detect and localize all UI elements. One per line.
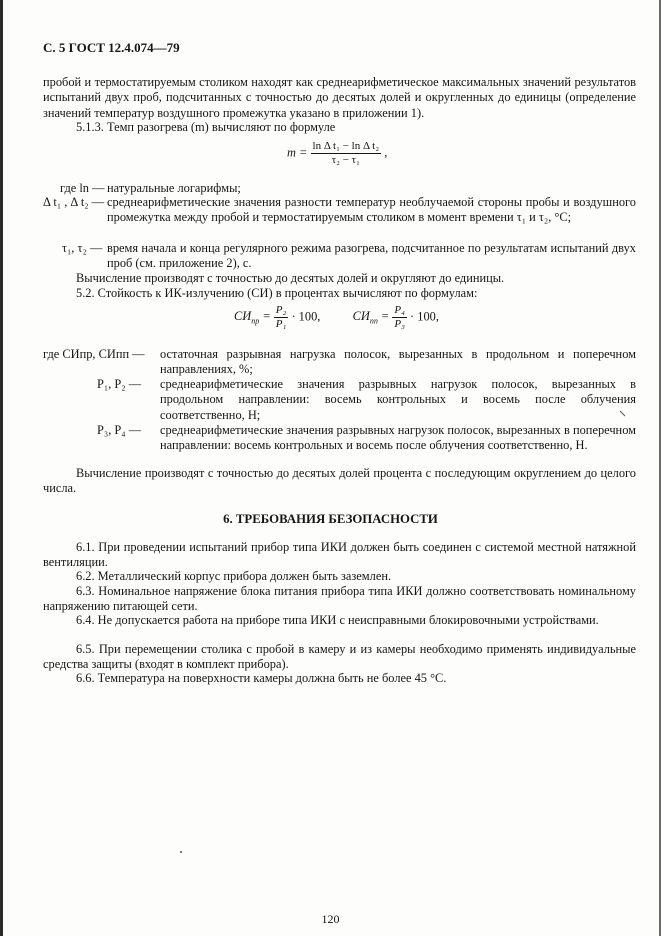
section-item: 6.2. Металлический корпус прибора должен быть заземлен. (76, 569, 392, 583)
section-item: 6.1. При проведении испытаний прибор типа ИКИ должен быть соединен с системой местной натяжной вентиляции. (43, 540, 636, 570)
section-item: 6.5. При перемещении столика с пробой в камеру и из камеры необходимо применять индивидуальные средства защиты (входят в комплект прибора). (43, 642, 636, 672)
paragraph-calc-note: Вычисление производят с точностью до десятых долей и округляют до единицы. (76, 271, 505, 285)
def-body: остаточная разрывная нагрузка полосок, вырезанных в продольном и поперечном направлениях, %; (160, 347, 636, 377)
formula-si-pr: $СИ_{пр}$ = (234, 309, 271, 326)
def-body: среднеарифметические значения разрывных нагрузок полосок, вырезанных в продольном направлении: восемь контрольных и восемь после облучения соответственно, Н; (160, 377, 636, 422)
formula-fraction (311, 140, 382, 167)
formula-fraction-2: $\frac{\text{P₄}}{\text{P₃}}$ (394, 304, 405, 330)
paragraph-continuation: пробой и термостатируемым столиком находят как среднеарифметическое максимальных значений результатов испытаний двух проб, подсчитанных с точностью до десятых долей и округленных до единицы (определение значений температур воздушного промежутка указано в приложении 1). (43, 75, 636, 120)
paragraph-5-1-3: 5.1.3. Темп разогрева (m) вычисляют по формуле (76, 120, 336, 134)
page-number: 120 (321, 912, 340, 926)
page-header: С. 5 ГОСТ 12.4.074—79 (43, 40, 180, 55)
def-body: среднеарифметические значения разрывных нагрузок полосок, вырезанных в поперечном направлении: восемь контрольных и восемь после облучения соответственно, Н. (160, 423, 636, 453)
section-item: 6.6. Температура на поверхности камеры должна быть не более 45 °С. (76, 671, 447, 685)
def-term: P₁, P₂ — (97, 377, 142, 391)
formula-tail: , (384, 145, 388, 160)
section-item: 6.4. Не допускается работа на приборе типа ИКИ с неисправными блокировочными устройствами. (76, 613, 599, 627)
scan-dot (180, 851, 182, 853)
section-item: 6.3. Номинальное напряжение блока питания прибора типа ИКИ должно соответствовать номинальному напряжению питающей сети. (43, 584, 636, 614)
def-term: P₃, P₄ — (97, 423, 142, 437)
formula-heating-rate (287, 140, 387, 167)
formula-si-pp: $СИ_{пп}$ = (352, 309, 390, 326)
def-body: среднеарифметические значения разности температур необлучаемой стороны пробы и воздушного промежутка между пробой и термостатируемым столиком в момент времени τ₁ и τ₂, °С; (107, 195, 636, 225)
def-body: время начала и конца регулярного режима разогрева, подсчитанное по результатам испытаний двух проб (см. приложение 2), с. (107, 241, 636, 271)
formula-fraction-1: $\frac{\text{P₂}}{\text{P₁}}$ (275, 304, 287, 330)
def-term: Δ t₁ , Δ t₂ — (43, 195, 105, 209)
formula-denominator: τ₂ − τ₁ (331, 154, 360, 166)
paragraph-calc-note-2: Вычисление производят с точностью до десятых долей процента с последующим округлением до целого числа. (43, 466, 636, 496)
section-title: 6. ТРЕБОВАНИЯ БЕЗОПАСНОСТИ (223, 512, 438, 526)
def-term: τ₁, τ₂ — (62, 241, 103, 255)
paragraph-5-2: 5.2. Стойкость к ИК-излучению (СИ) в процентах вычисляют по формулам: (76, 286, 478, 300)
definitions-list-2 (43, 347, 636, 467)
def-term: где ln — (60, 181, 105, 195)
definitions-list-1 (43, 181, 636, 271)
formula-resistance: $СИ_{пр}$ = $\frac{\text{P₂}}{\text{P₁}}$ · 100, $СИ_{пп}$ = $\frac{\text{P₄}}{\text{P₃}}$ · 100, (234, 304, 439, 330)
formula-lhs: m = (287, 145, 308, 160)
def-body: натуральные логарифмы; (107, 181, 241, 195)
formula-numerator: ln Δ t₁ − ln Δ t₂ (312, 140, 380, 152)
def-term: где СИпр, СИпп — (43, 347, 145, 361)
